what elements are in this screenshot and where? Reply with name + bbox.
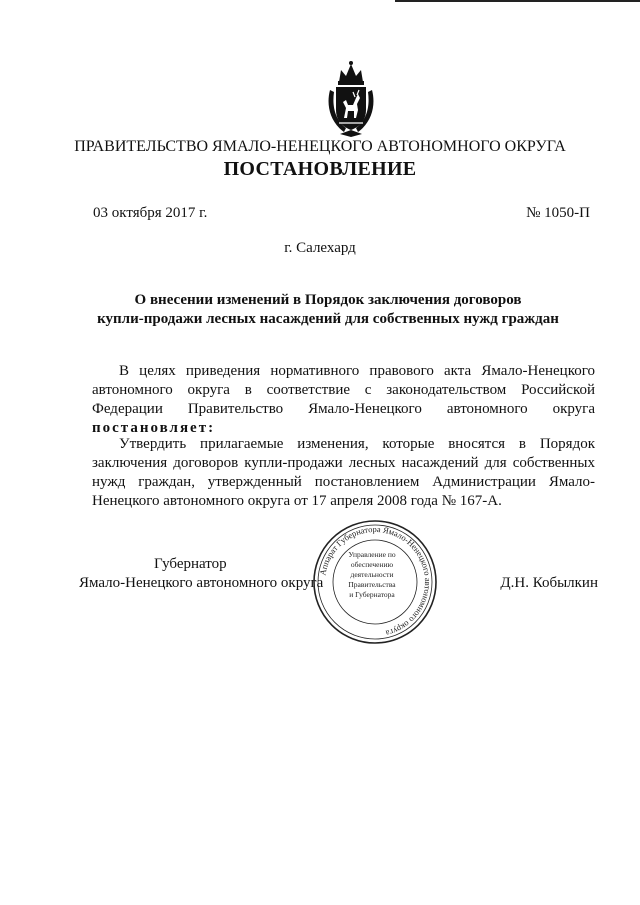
- stamp-line-1: Управление по: [348, 550, 396, 559]
- subject-line-2: купли-продажи лесных насаждений для собственных нужд граждан: [97, 311, 559, 327]
- signatory-title-1: Губернатор: [154, 556, 227, 572]
- government-name: ПРАВИТЕЛЬСТВО ЯМАЛО-НЕНЕЦКОГО АВТОНОМНОГО ОКРУГА: [74, 138, 566, 155]
- document-date: 03 октября 2017 г.: [93, 205, 208, 221]
- stamp-ring-text: Аппарат Губернатора Ямало-Ненецкого автономного округа: [317, 523, 434, 639]
- signatory-title-2: Ямало-Ненецкого автономного округа: [79, 575, 324, 591]
- stamp-line-3: деятельности: [350, 570, 394, 579]
- stamp-line-2: обеспечению: [350, 560, 394, 569]
- coat-of-arms-icon: [326, 60, 376, 138]
- stamp-line-5: и Губернатора: [349, 590, 395, 599]
- preamble-paragraph: [92, 362, 595, 438]
- document-city: г. Салехард: [284, 240, 356, 256]
- signatory-name: Д.Н. Кобылкин: [500, 575, 598, 591]
- official-stamp: [312, 519, 438, 645]
- decree-word: постановляет:: [92, 420, 216, 436]
- document-number: № 1050-П: [526, 205, 590, 221]
- document-subject: [80, 291, 576, 329]
- preamble-text: В целях приведения нормативного правового акта Ямало-Ненецкого автономного округа в соответствие с законодательством Российской Федерации Правительство Ямало-Ненецкого автономного округа: [92, 363, 595, 417]
- stamp-line-4: Правительства: [348, 580, 396, 589]
- subject-line-1: О внесении изменений в Порядок заключения договоров: [134, 292, 522, 308]
- resolution-paragraph: Утвердить прилагаемые изменения, которые вносятся в Порядок заключения договоров купли-продажи лесных насаждений для собственных нужд граждан, утвержденный постановлением Администрации Ямало-Ненецкого автономного округа от 17 апреля 2008 года № 167-А.: [92, 436, 595, 509]
- top-rule: [395, 0, 640, 2]
- document-type: ПОСТАНОВЛЕНИЕ: [223, 158, 417, 180]
